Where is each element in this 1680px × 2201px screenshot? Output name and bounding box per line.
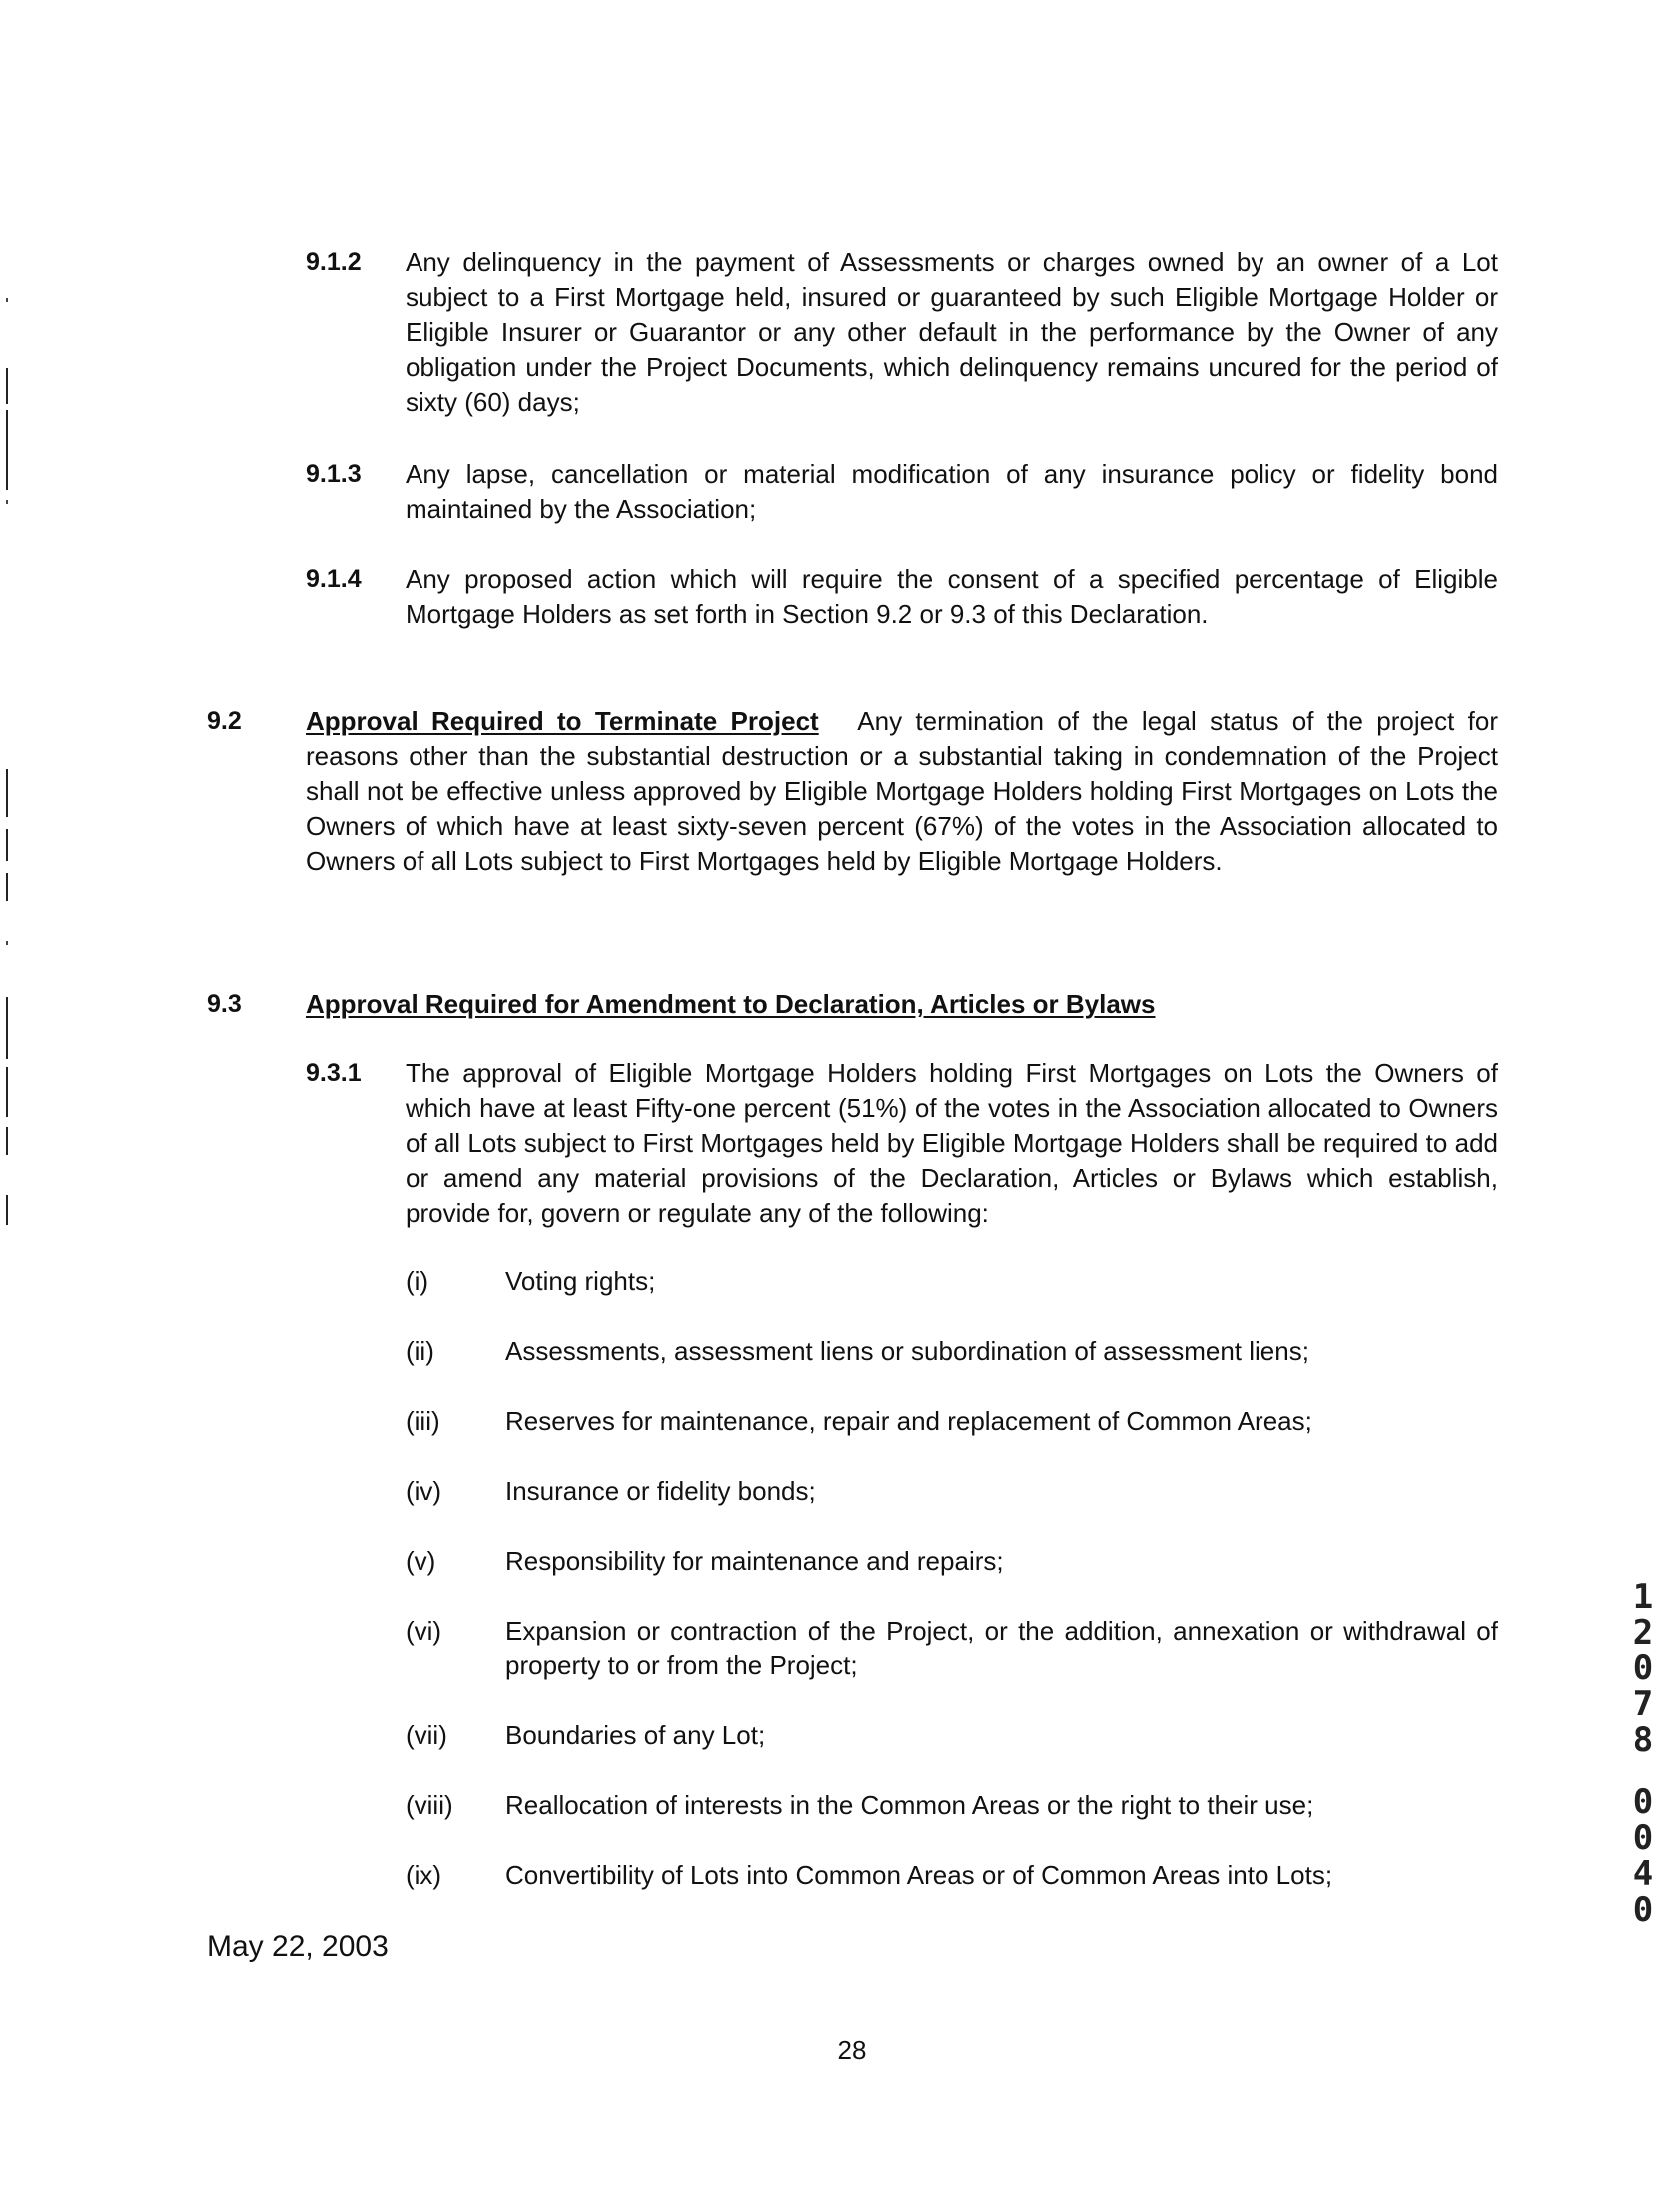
revision-bar xyxy=(6,997,8,1059)
list-item-text: Boundaries of any Lot; xyxy=(505,1720,766,1750)
section-text-9-1-2: Any delinquency in the payment of Assessments or charges owned by an owner of a Lot subject to a First Mortgage held, insured or guaranteed by such Eligible Mortgage Holder or Eligible Insurer or Guarantor or any other default in the performance by the Owner of any obligation under the Project Documents, which delinquency remains uncured for the period of sixty (60) days; xyxy=(406,247,1498,417)
revision-mark xyxy=(6,500,8,504)
stamp-digit: 0 xyxy=(1632,1818,1654,1858)
list-item-number: (i) xyxy=(406,1266,429,1296)
section-number-9-1-2: 9.1.2 xyxy=(306,248,362,276)
list-item-text: Voting rights; xyxy=(505,1266,656,1296)
section-9-3-heading-line xyxy=(306,987,1498,1022)
revision-mark xyxy=(6,298,8,302)
revision-bar xyxy=(6,1067,8,1117)
list-item-number: (v) xyxy=(406,1546,436,1576)
section-number-9-3-1: 9.3.1 xyxy=(306,1059,362,1087)
revision-bar xyxy=(6,410,8,490)
revision-bar xyxy=(6,873,8,901)
list-item-number: (ii) xyxy=(406,1336,434,1366)
revision-bar xyxy=(6,368,8,404)
section-heading-9-2: Approval Required to Terminate Project xyxy=(306,706,819,736)
stamp-digit: 0 xyxy=(1632,1890,1654,1930)
stamp-digit: 4 xyxy=(1632,1854,1654,1894)
stamp-digit: 7 xyxy=(1632,1684,1654,1724)
list-item-number: (iv) xyxy=(406,1476,442,1506)
revision-mark xyxy=(6,941,8,945)
section-text-9-1-3: Any lapse, cancellation or material modification of any insurance policy or fidelity bond maintained by the Association; xyxy=(406,459,1498,524)
section-9-2-paragraph xyxy=(306,704,1498,879)
stamp-digit: 8 xyxy=(1632,1720,1654,1760)
list-item-text: Insurance or fidelity bonds; xyxy=(505,1476,816,1506)
stamp-digit: 0 xyxy=(1632,1649,1654,1688)
list-item-text: Reserves for maintenance, repair and replacement of Common Areas; xyxy=(505,1406,1312,1436)
revision-bar xyxy=(6,769,8,817)
list-item-text: Assessments, assessment liens or subordination of assessment liens; xyxy=(505,1336,1309,1366)
revision-bar xyxy=(6,1127,8,1155)
section-text-9-2: Any termination of the legal status of the project for reasons other than the substantial destruction or a substantial taking in condemnation of the Project shall not be effective unless approved by Eligible Mortgage Holders holding First Mortgages on Lots the Owners of which have at least sixty-seven percent (67%) of the votes in the Association allocated to Owners of all Lots subject to First Mortgages held by Eligible Mortgage Holders. xyxy=(306,706,1498,876)
section-text-9-3-1: The approval of Eligible Mortgage Holders holding First Mortgages on Lots the Owners of which have at least Fifty-one percent (51%) of the votes in the Association allocated to Owners of all Lots subject to First Mortgages held by Eligible Mortgage Holders shall be required to add or amend any material provisions of the Declaration, Articles or Bylaws which establish, provide for, govern or regulate any of the following: xyxy=(406,1058,1498,1228)
section-text-9-1-4: Any proposed action which will require the consent of a specified percentage of Eligible Mortgage Holders as set forth in Section 9.2 or 9.3 of this Declaration. xyxy=(406,564,1498,629)
stamp-digit: 0 xyxy=(1632,1782,1654,1822)
list-item-text: Reallocation of interests in the Common Areas or the right to their use; xyxy=(505,1790,1314,1820)
list-item-text: Expansion or contraction of the Project, or the addition, annexation or withdrawal of property to or from the Project; xyxy=(505,1616,1498,1680)
list-item-number: (viii) xyxy=(406,1790,453,1820)
list-item-number: (iii) xyxy=(406,1406,440,1436)
stamp-digit: 1 xyxy=(1632,1577,1654,1617)
section-number-9-1-3: 9.1.3 xyxy=(306,460,362,488)
list-item-number: (vi) xyxy=(406,1616,442,1646)
revision-bar xyxy=(6,1195,8,1225)
list-item-number: (vii) xyxy=(406,1720,447,1750)
section-number-9-3: 9.3 xyxy=(207,990,242,1018)
footer-date: May 22, 2003 xyxy=(207,1930,389,1963)
list-item-text: Convertibility of Lots into Common Areas or of Common Areas into Lots; xyxy=(505,1860,1333,1890)
stamp-gap xyxy=(1628,1758,1658,1784)
section-number-9-2: 9.2 xyxy=(207,707,242,735)
revision-bar xyxy=(6,829,8,861)
recording-stamp xyxy=(1628,1579,1658,1928)
page-number: 28 xyxy=(837,2035,867,2065)
list-item-number: (ix) xyxy=(406,1860,442,1890)
stamp-digit: 2 xyxy=(1632,1613,1654,1652)
section-heading-9-3: Approval Required for Amendment to Declaration, Articles or Bylaws xyxy=(306,989,1156,1019)
section-number-9-1-4: 9.1.4 xyxy=(306,565,362,593)
list-item-text: Responsibility for maintenance and repairs; xyxy=(505,1546,1004,1576)
